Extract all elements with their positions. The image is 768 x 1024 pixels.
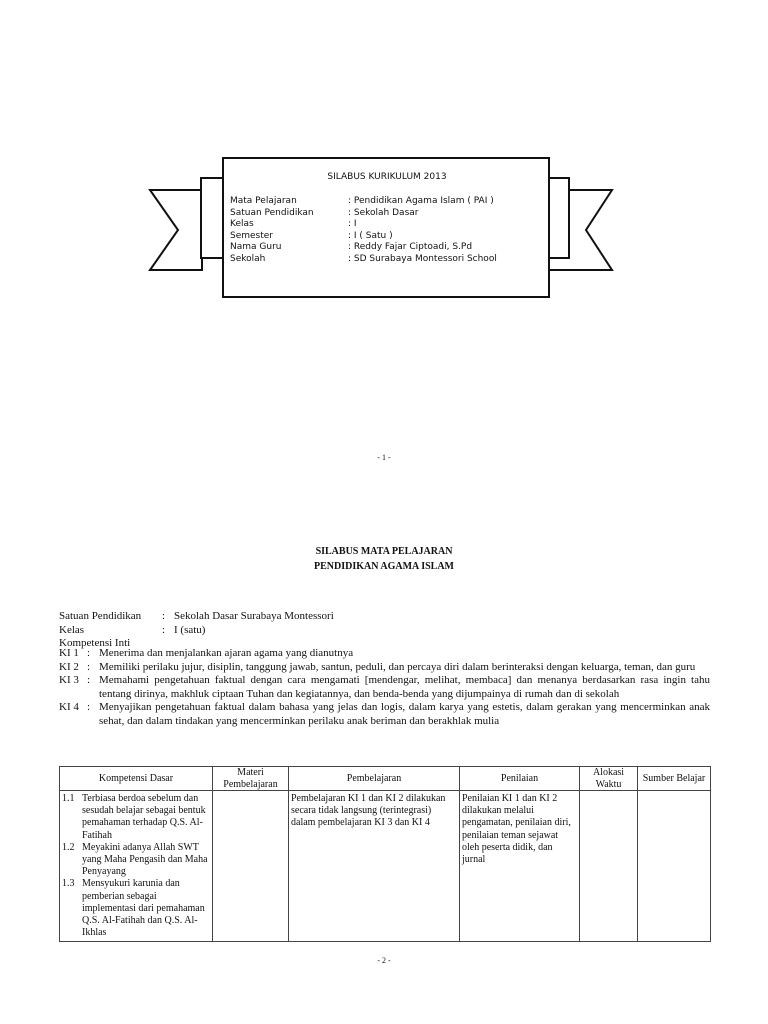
ki-item	[59, 674, 710, 701]
meta-value: Sekolah Dasar Surabaya Montessori	[174, 610, 334, 622]
cover-row-sekolah	[230, 254, 497, 266]
kd-number: 1.1	[62, 793, 75, 804]
cell-materi	[213, 791, 289, 942]
cover-row-kelas	[230, 219, 497, 231]
kd-text: Mensyukuri karunia dan pemberian sebagai implementasi dari pemahaman Q.S. Al-Fatihah dan Q.S. Al-Ikhlas	[82, 878, 205, 939]
header-materi-pembelajaran: Materi Pembelajaran	[213, 767, 289, 791]
ki-text: Menerima dan menjalankan ajaran agama yang dianutnya	[99, 647, 354, 659]
kompetensi-inti-list	[59, 647, 710, 729]
ki-colon: :	[87, 660, 91, 673]
cover-info	[230, 196, 497, 265]
kd-number: 1.3	[62, 878, 75, 890]
ki-code: KI 1	[59, 647, 79, 659]
meta-colon: :	[162, 623, 166, 636]
cover-title: SILABUS KURIKULUM 2013	[327, 172, 447, 182]
ki-code: KI 4	[59, 701, 79, 714]
syllabus-title-line2: PENDIDIKAN AGAMA ISLAM	[313, 561, 454, 572]
cover-value: : I ( Satu )	[348, 230, 393, 241]
ki-colon: :	[87, 701, 91, 714]
table-header-row	[60, 767, 711, 791]
ki-heading-text: Kompetensi Inti	[59, 637, 131, 650]
cover-label: Sekolah	[230, 253, 266, 264]
cell-sumber	[638, 791, 711, 942]
kd-item	[62, 793, 210, 842]
cover-row-mata-pelajaran	[230, 196, 497, 208]
ki-colon: :	[87, 647, 91, 659]
cover-label: Kelas	[230, 219, 254, 229]
meta-value: I (satu)	[174, 623, 206, 636]
cover-label: Semester	[230, 230, 274, 241]
header-sumber-belajar: Sumber Belajar	[638, 767, 711, 791]
kd-number: 1.2	[62, 841, 75, 853]
cell-pembelajaran: Pembelajaran KI 1 dan KI 2 dilakukan secara tidak langsung (terintegrasi) dalam pembelajaran KI 3 dan KI 4	[289, 791, 460, 942]
meta-row-satuan-pendidikan	[59, 610, 334, 624]
cover-value: : I	[348, 219, 357, 229]
ki-item	[59, 647, 710, 661]
header-alokasi-waktu: Alokasi Waktu	[580, 767, 638, 791]
cell-alokasi	[580, 791, 638, 942]
kd-text: Terbiasa berdoa sebelum dan sesudah belajar sebagai bentuk pemahaman terhadap Q.S. Al-Fatihah	[82, 793, 206, 841]
ki-item	[59, 661, 710, 675]
header-kompetensi-dasar: Kompetensi Dasar	[60, 767, 213, 791]
page-number-2: - 2 -	[377, 956, 391, 965]
kd-item	[62, 878, 210, 939]
cover-value: : Sekolah Dasar	[348, 207, 419, 218]
meta-label: Satuan Pendidikan	[59, 610, 142, 622]
cell-penilaian: Penilaian KI 1 dan KI 2 dilakukan melalui pengamatan, penilaian diri, penilaian teman sejawat oleh peserta didik, dan jurnal	[460, 791, 580, 942]
ki-code: KI 2	[59, 660, 79, 673]
header-penilaian: Penilaian	[460, 767, 580, 791]
cover-row-nama-guru	[230, 242, 497, 254]
cover-label: Nama Guru	[230, 242, 282, 252]
title-banner	[0, 0, 768, 320]
cover-row-semester	[230, 231, 497, 243]
meta-label: Kelas	[59, 623, 85, 636]
ki-colon: :	[87, 674, 91, 687]
ki-text: Memiliki perilaku jujur, disiplin, tanggung jawab, santun, peduli, dan percaya diri dalam berinteraksi dengan keluarga, teman, dan guru	[99, 660, 696, 673]
syllabus-title-line1: SILABUS MATA PELAJARAN	[315, 546, 453, 557]
meta-colon: :	[162, 610, 166, 622]
cover-row-satuan-pendidikan	[230, 208, 497, 220]
kd-item	[62, 842, 210, 879]
kd-text: Meyakini adanya Allah SWT yang Maha Pengasih dan Maha Penyayang	[82, 841, 208, 878]
cover-label: Mata Pelajaran	[230, 196, 297, 206]
cell-kompetensi-dasar	[60, 791, 213, 942]
ki-text: Memahami pengetahuan faktual dengan cara mengamati [mendengar, melihat, membaca] dan menanya berdasarkan rasa ingin tahu tentang dirinya, makhluk ciptaan Tuhan dan kegiatannya, dan benda-benda yang dijumpainya di rumah dan di sekolah	[99, 674, 710, 700]
syllabus-meta	[59, 610, 334, 651]
page-number-1: - 1 -	[377, 453, 391, 462]
cover-value: : SD Surabaya Montessori School	[348, 253, 497, 264]
syllabus-table	[59, 766, 711, 942]
ki-code: KI 3	[59, 674, 79, 687]
ki-text: Menyajikan pengetahuan faktual dalam bahasa yang jelas dan logis, dalam karya yang estetis, dalam gerakan yang mencerminkan anak sehat, dan dalam tindakan yang mencerminkan perilaku anak beriman dan berakhlak mulia	[99, 701, 710, 727]
ki-item	[59, 701, 710, 728]
table-row	[60, 791, 711, 942]
cover-value: : Pendidikan Agama Islam ( PAI )	[348, 196, 494, 206]
header-pembelajaran: Pembelajaran	[289, 767, 460, 791]
cover-value: : Reddy Fajar Ciptoadi, S.Pd	[348, 242, 473, 252]
cover-label: Satuan Pendidikan	[230, 207, 314, 218]
meta-row-kelas	[59, 624, 334, 638]
